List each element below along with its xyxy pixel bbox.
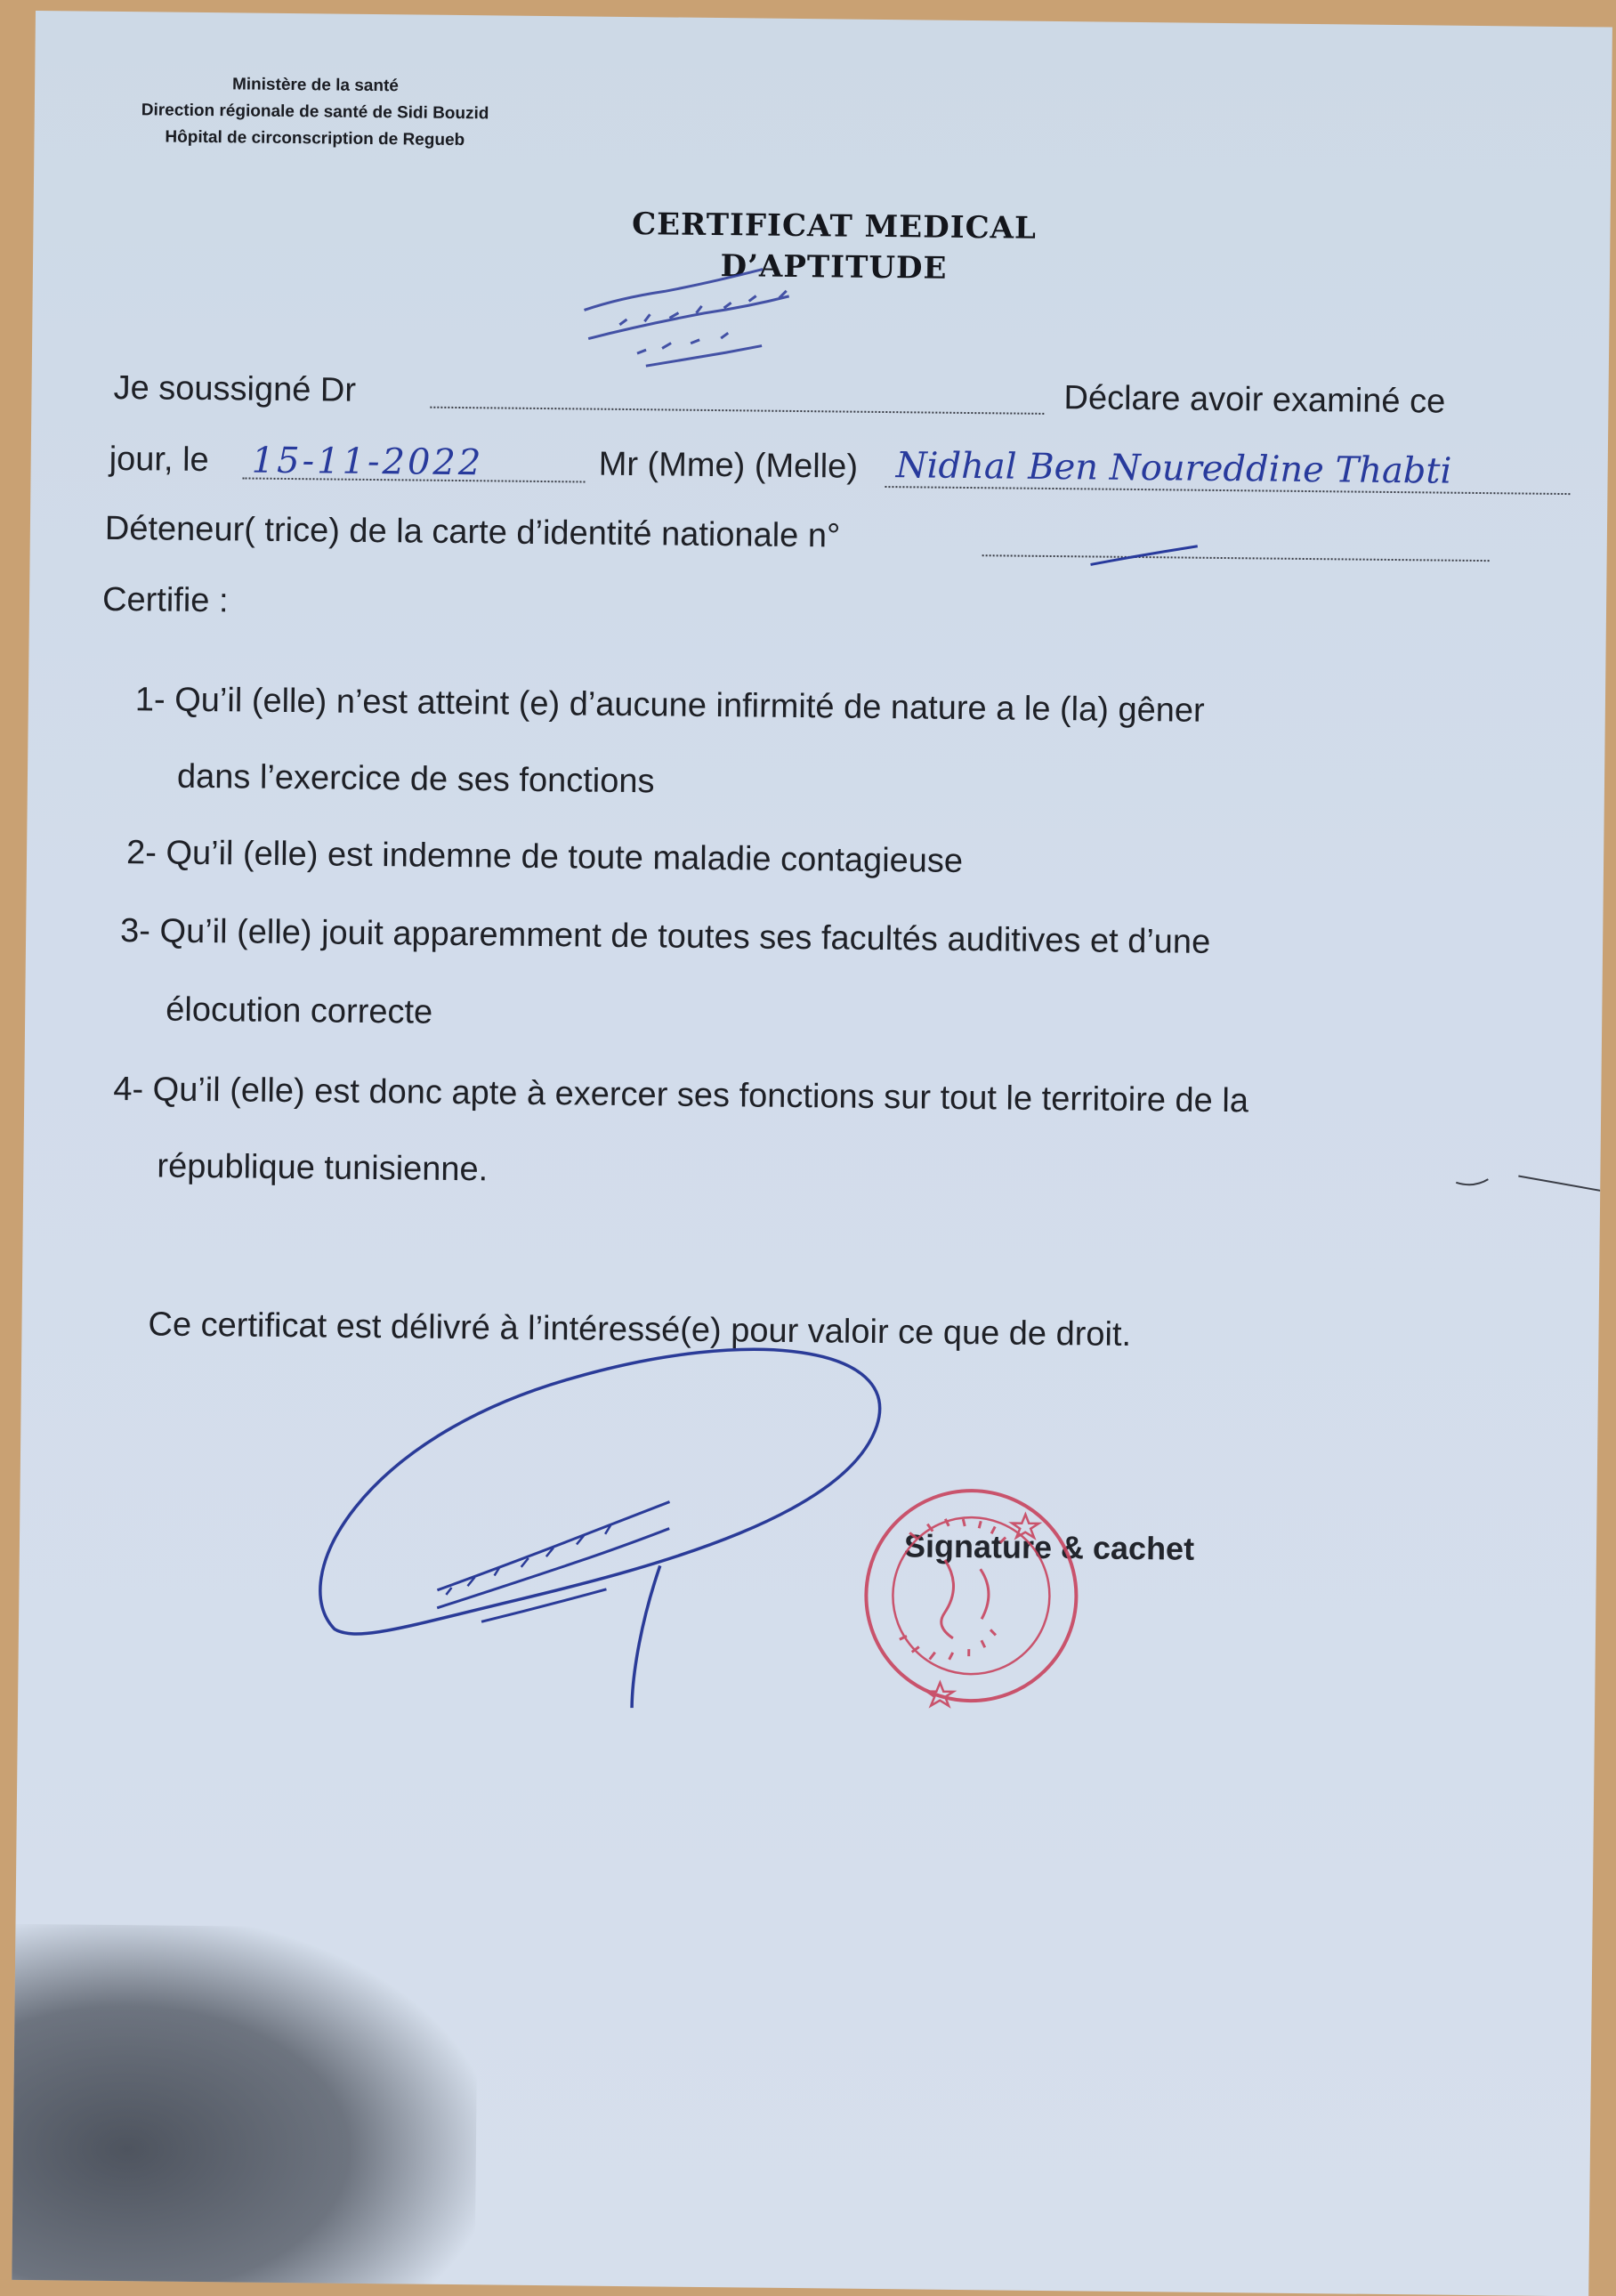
item-1-line-2: dans l’exercice de ses fonctions (176, 757, 655, 801)
regional-direction-line: Direction régionale de santé de Sidi Bouzid (141, 101, 489, 124)
item-3-line-1: 3- Qu’il (elle) jouit apparemment de toutes ses facultés auditives et d’une (119, 912, 1211, 961)
closing-statement: Ce certificat est délivré à l’intéressé(e) pour valoir ce que de droit. (148, 1306, 1132, 1354)
date-value: 15-11-2022 (251, 440, 484, 484)
doctor-stamp-top (584, 267, 789, 367)
id-card-text: Déteneur( trice) de la carte d’identité nationale n° (104, 509, 841, 555)
patient-prefix: Mr (Mme) (Melle) (598, 445, 859, 486)
certifie-label: Certifie : (101, 580, 229, 620)
doctor-suffix: Déclare avoir examiné ce (1063, 379, 1446, 421)
title-line-2: D’APTITUDE (720, 248, 948, 287)
doctor-signature (319, 1345, 880, 1710)
ink-marks (12, 11, 1612, 2296)
signature-label: Signature & cachet (903, 1527, 1195, 1567)
date-prefix: jour, le (109, 440, 209, 480)
title-line-1: CERTIFICAT MEDICAL (631, 206, 1038, 247)
official-round-stamp (865, 1490, 1078, 1707)
id-pen-stroke (1091, 545, 1198, 565)
item-4-line-1: 4- Qu’il (elle) est donc apte à exercer ses fonctions sur tout le territoire de la (113, 1070, 1249, 1120)
margin-mark (1456, 1176, 1612, 1195)
item-1-line-1: 1- Qu’il (elle) n’est atteint (e) d’aucune infirmité de nature a le (la) gêner (134, 681, 1205, 730)
certificate-paper (12, 11, 1612, 2296)
patient-name-value: Nidhal Ben Noureddine Thabti (895, 445, 1452, 492)
doctor-prefix: Je soussigné Dr (113, 368, 357, 409)
item-2-line-1: 2- Qu’il (elle) est indemne de toute maladie contagieuse (125, 834, 964, 880)
hospital-line: Hôpital de circonscription de Regueb (165, 127, 465, 150)
item-3-line-2: élocution correcte (166, 990, 433, 1031)
item-4-line-2: république tunisienne. (157, 1147, 489, 1189)
ministry-line: Ministère de la santé (231, 75, 400, 96)
